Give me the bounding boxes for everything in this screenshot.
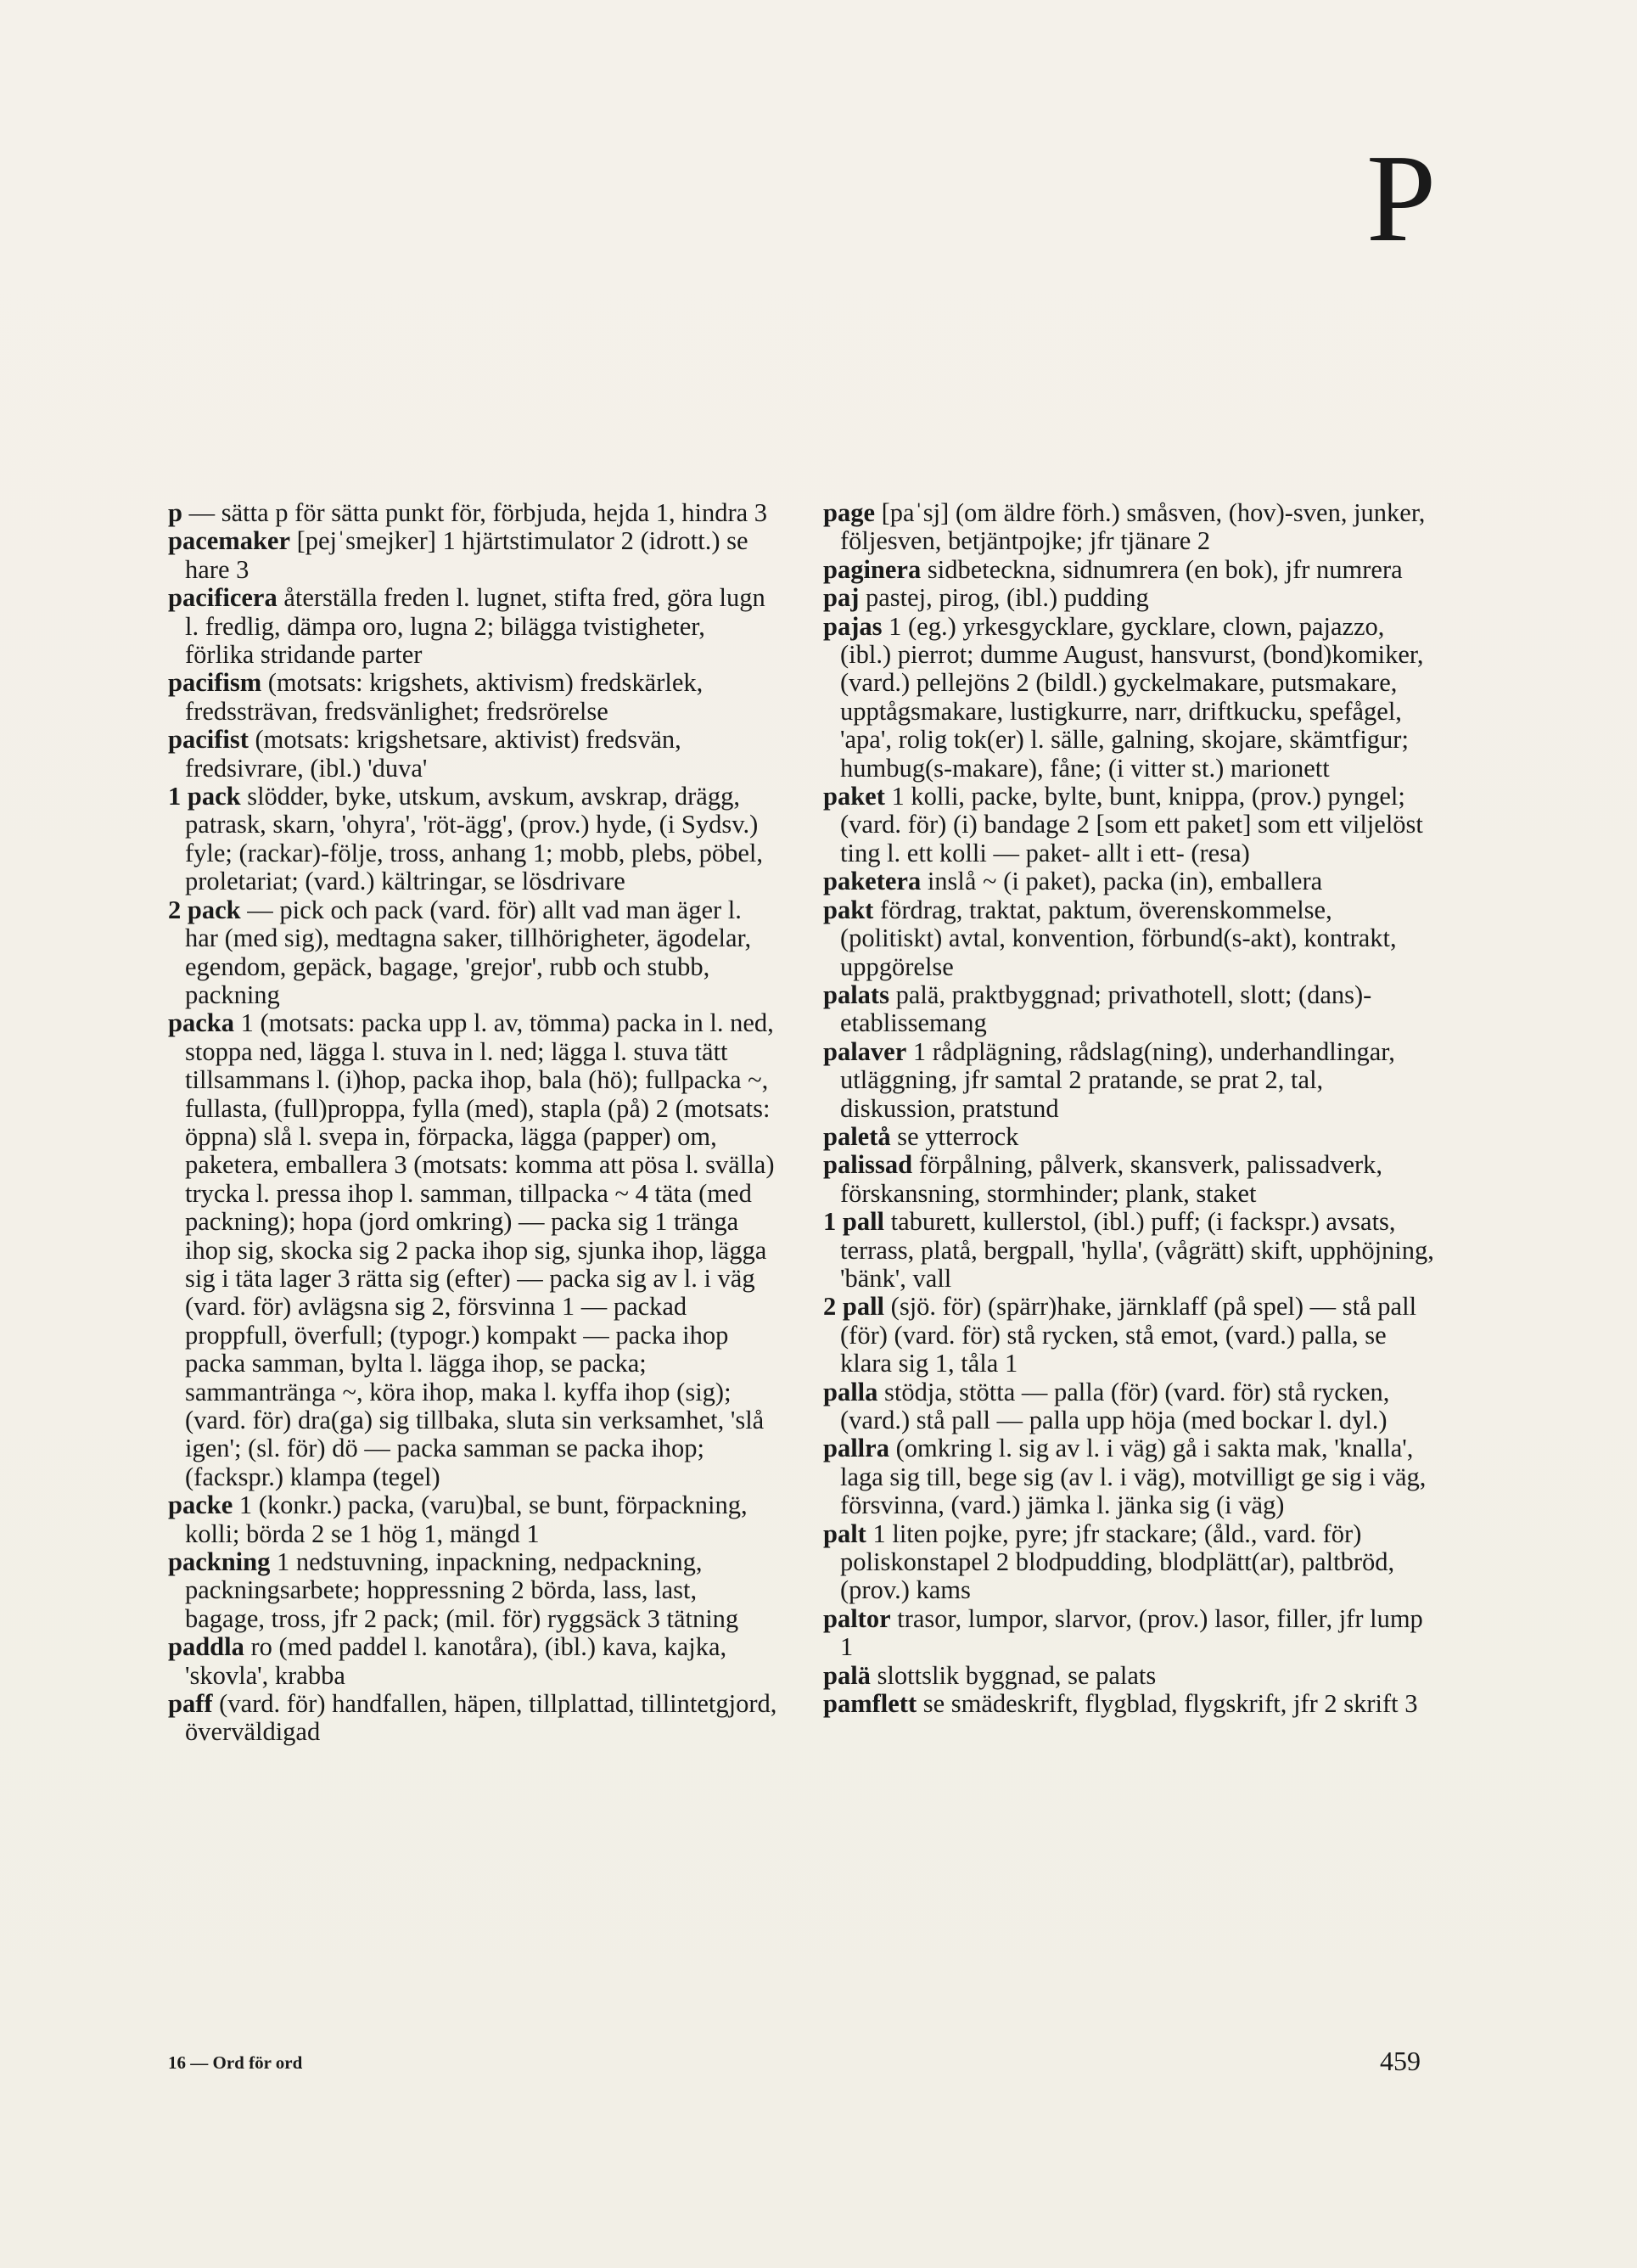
signature-mark: 16 — Ord för ord bbox=[168, 2052, 303, 2073]
right-column bbox=[823, 499, 1434, 1718]
entry-paj: paj pastej, pirog, (ibl.) pudding bbox=[823, 583, 1149, 613]
page-number: 459 bbox=[1380, 2046, 1421, 2076]
entry-paleta: paletå se ytterrock bbox=[823, 1121, 1019, 1151]
left-column bbox=[168, 499, 779, 1747]
entry-paltor: paltor trasor, lumpor, slarvor, (prov.) lasor, filler, jfr lump 1 bbox=[823, 1603, 1423, 1662]
entry-1-pall: 1 pall taburett, kullerstol, (ibl.) puff; (i fackspr.) avsats, terrass, platå, bergpall, 'hylla', (vågrätt) skift, upphöjning, 'bänk', vall bbox=[823, 1207, 1434, 1293]
entry-palats: palats palä, praktbyggnad; privathotell, slott; (dans)-etablissemang bbox=[823, 980, 1372, 1038]
entry-2-pack: 2 pack — pick och pack (vard. för) allt vad man äger l. har (med sig), medtagna saker, tillhörigheter, ägodelar, egendom, gepäck, bagage, 'grejor', rubb och stubb, packning bbox=[168, 895, 752, 1009]
entry-packa: packa 1 (motsats: packa upp l. av, tömma) packa in l. ned, stoppa ned, lägga l. stuva in l. ned; lägga l. stuva tätt tillsammans l. (i)hop, packa ihop, bala (hö); fullpacka ~, fullasta, (full)proppa, fylla (med), stapla (på) 2 (motsats: öppna) slå l. svepa in, förpacka, lägga (papper) om, paketera, emballera 3 (motsats: komma att pösa l. svälla) trycka l. pressa ihop l. samman, tillpacka ~ 4 täta (med packning); hopa (jord omkring) — packa sig 1 tränga ihop sig, skocka sig 2 packa ihop sig, sjunka ihop, lägga sig i täta lager 3 rätta sig (efter) — packa sig av l. i väg (vard. för) avlägsna sig 2, försvinna 1 — packad proppfull, överfull; (typogr.) kompakt — packa ihop packa samman, bylta l. lägga ihop, se packa; sammantränga ~, köra ihop, maka l. kyffa ihop (sig); (vard. för) dra(ga) sig tillbaka, sluta sin verksamhet, 'slå igen'; (sl. för) dö — packa samman se packa ihop; (fackspr.) klampa (tegel) bbox=[168, 1008, 775, 1491]
entry-p: p — sätta p för sätta punkt för, förbjuda, hejda 1, hindra 3 bbox=[168, 498, 768, 527]
entry-pacifism: pacifism (motsats: krigshets, aktivism) fredskärlek, fredssträvan, fredsvänlighet; fredsrörelse bbox=[168, 668, 704, 726]
entry-pacifist: pacifist (motsats: krigshetsare, aktivist) fredsvän, fredsivrare, (ibl.) 'duva' bbox=[168, 725, 681, 783]
entry-paff: paff (vard. för) handfallen, häpen, tillplattad, tillintetgjord, överväldigad bbox=[168, 1689, 777, 1747]
entry-paddla: paddla ro (med paddel l. kanotåra), (ibl.) kava, kajka, 'skovla', krabba bbox=[168, 1632, 727, 1690]
entry-pacemaker: pacemaker [pejˈsmejker] 1 hjärtstimulator 2 (idrott.) se hare 3 bbox=[168, 526, 748, 584]
entry-palla: palla stödja, stötta — palla (för) (vard. för) stå rycken, (vard.) stå pall — palla upp höja (med bockar l. dyl.) bbox=[823, 1377, 1390, 1434]
entry-pala: palä slottslik byggnad, se palats bbox=[823, 1660, 1157, 1690]
section-letter: P bbox=[1366, 129, 1437, 268]
entry-pamflett: pamflett se smädeskrift, flygblad, flygskrift, jfr 2 skrift 3 bbox=[823, 1689, 1418, 1719]
entry-paketera: paketera inslå ~ (i paket), packa (in), emballera bbox=[823, 867, 1323, 896]
entry-palaver: palaver 1 rådplägning, rådslag(ning), underhandlingar, utläggning, jfr samtal 2 pratande, se prat 2, tal, diskussion, pratstund bbox=[823, 1036, 1395, 1123]
entry-page: page [paˈsj] (om äldre förh.) småsven, (hov)-sven, junker, följesven, betjäntpojke; jfr tjänare 2 bbox=[823, 498, 1426, 556]
entry-1-pack: 1 pack slödder, byke, utskum, avskum, avskrap, drägg, patrask, skarn, 'ohyra', 'röt-ägg', (prov.) hyde, (i Sydsv.) fyle; (rackar)-följe, tross, anhang 1; mobb, plebs, pöbel, proletariat; (vard.) kältringar, se lösdrivare bbox=[168, 782, 763, 896]
entry-palt: palt 1 liten pojke, pyre; jfr stackare; (åld., vard. för) poliskonstapel 2 blodpudding, blodplätt(ar), paltbröd, (prov.) kams bbox=[823, 1519, 1395, 1605]
entry-pacificera: pacificera återställa freden l. lugnet, stifta fred, göra lugn l. fredlig, dämpa oro, lugna 2; bilägga tvistigheter, förlika stridande parter bbox=[168, 583, 765, 670]
entry-pakt: pakt fördrag, traktat, paktum, överenskommelse, (politiskt) avtal, konvention, förbund(s-akt), kontrakt, uppgörelse bbox=[823, 895, 1397, 981]
entry-packning: packning 1 nedstuvning, inpackning, nedpackning, packningsarbete; hoppressning 2 börda, lass, last, bagage, tross, jfr 2 pack; (mil. för) ryggsäck 3 tätning bbox=[168, 1547, 739, 1633]
entry-palissad: palissad förpålning, pålverk, skansverk, palissadverk, förskansning, stormhinder; plank, staket bbox=[823, 1150, 1383, 1208]
entry-paket: paket 1 kolli, packe, bylte, bunt, knippa, (prov.) pyngel; (vard. för) (i) bandage 2 [som ett paket] som ett viljelöst ting l. ett kolli — paket- allt i ett- (resa) bbox=[823, 782, 1423, 867]
entry-pajas: pajas 1 (eg.) yrkesgycklare, gycklare, clown, pajazzo, (ibl.) pierrot; dumme August, hansvurst, (bond)komiker, (vard.) pellejöns 2 (bildl.) gyckelmakare, putsmakare, upptågsmakare, lustigkurre, narr, driftkucku, spefågel, 'apa', rolig tok(er) l. sälle, galning, skojare, skämtfigur; humbug(s-makare), fåne; (i vitter st.) marionett bbox=[823, 611, 1424, 783]
entry-2-pall: 2 pall (sjö. för) (spärr)hake, järnklaff (på spel) — stå pall (för) (vard. för) stå rycken, stå emot, (vard.) palla, se klara sig 1, tåla 1 bbox=[823, 1292, 1417, 1378]
entry-packe: packe 1 (konkr.) packa, (varu)bal, se bunt, förpackning, kolli; börda 2 se 1 hög 1, mängd 1 bbox=[168, 1490, 748, 1548]
entry-pallra: pallra (omkring l. sig av l. i väg) gå i sakta mak, 'knalla', laga sig till, bege sig (av l. i väg), motvilligt ge sig i väg, försvinna, (vard.) jämka l. jänka sig (i väg) bbox=[823, 1434, 1427, 1520]
entry-paginera: paginera sidbeteckna, sidnumrera (en bok), jfr numrera bbox=[823, 554, 1403, 584]
